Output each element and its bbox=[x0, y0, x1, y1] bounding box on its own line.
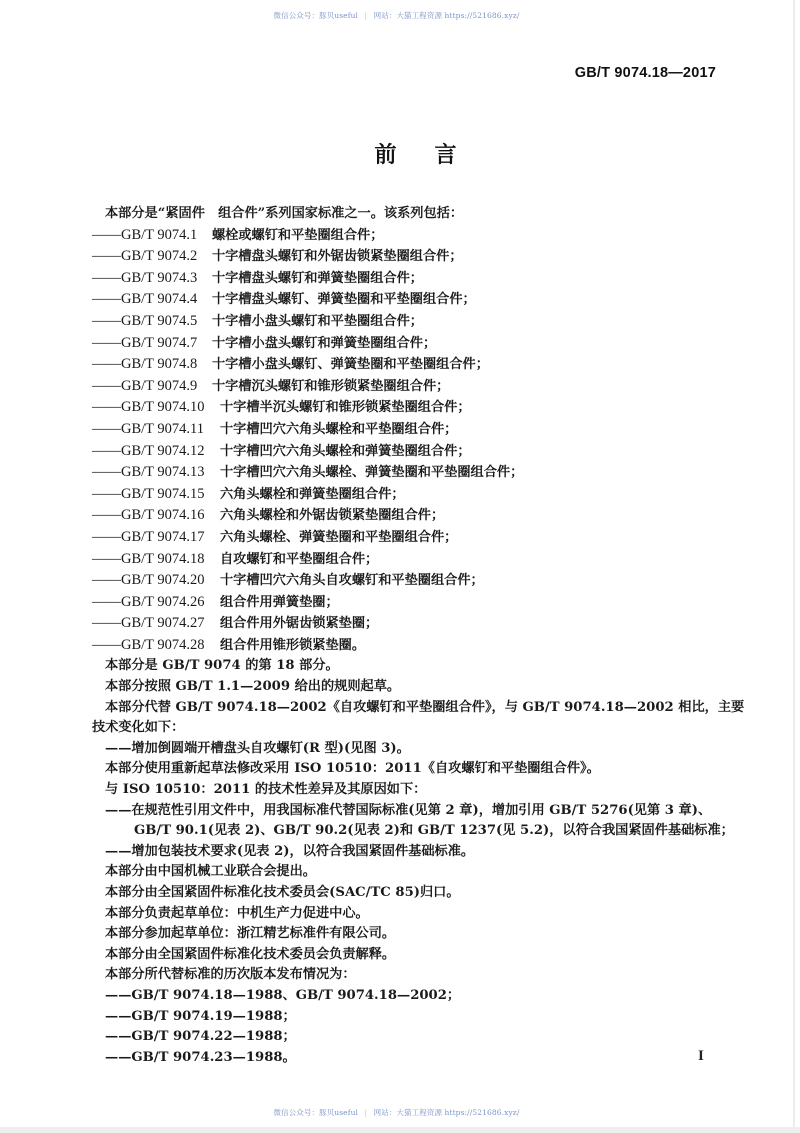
list-item bbox=[92, 268, 732, 290]
page-number: I bbox=[698, 1048, 704, 1064]
part-code: ——GB/T 9074.8 bbox=[92, 356, 198, 373]
part-title: 组合件用锥形锁紧垫圈。 bbox=[220, 637, 366, 653]
paragraph-adoption: 本部分使用重新起草法修改采用 ISO 10510：2011《自攻螺钉和平垫圈组合件》。 bbox=[105, 761, 600, 777]
paragraph-history-intro: 本部分所代替标准的历次版本发布情况为： bbox=[105, 967, 356, 983]
part-title: 十字槽半沉头螺钉和锥形锁紧垫圈组合件； bbox=[220, 400, 471, 416]
difference-item: ——增加包装技术要求(见表 2)，以符合我国紧固件基础标准。 bbox=[105, 843, 475, 859]
list-item bbox=[92, 376, 732, 398]
part-title: 十字槽凹穴六角头螺栓和平垫圈组合件； bbox=[220, 421, 458, 437]
change-item: ——增加倒圆端开槽盘头自攻螺钉(R 型)(见图 3)。 bbox=[105, 740, 410, 756]
list-item bbox=[92, 570, 732, 592]
list-item bbox=[92, 635, 732, 657]
list-item bbox=[92, 225, 732, 247]
difference-item-cont: GB/T 90.1(见表 2)、GB/T 90.2(见表 2)和 GB/T 1237(见 5.2)，以符合我国紧固件基础标准； bbox=[134, 823, 734, 839]
part-title: 螺栓或螺钉和平垫圈组合件； bbox=[212, 227, 384, 243]
list-item: ——GB/T 9074.23—1988。 bbox=[105, 1049, 296, 1065]
history-versions-list bbox=[92, 986, 732, 1068]
paragraph-drafting-unit: 本部分负责起草单位：中机生产力促进中心。 bbox=[105, 905, 369, 921]
list-item bbox=[92, 441, 732, 463]
part-code: ——GB/T 9074.15 bbox=[92, 485, 205, 502]
list-item bbox=[92, 549, 732, 571]
part-code: ——GB/T 9074.11 bbox=[92, 420, 204, 437]
paragraph-participating-unit: 本部分参加起草单位：浙江精艺标准件有限公司。 bbox=[105, 926, 396, 942]
list-item bbox=[92, 462, 732, 484]
watermark-site: 网站：大猫工程资源 https://521686.xyz/ bbox=[373, 1108, 520, 1117]
paragraph-jurisdiction: 本部分由全国紧固件标准化技术委员会(SAC/TC 85)归口。 bbox=[105, 885, 460, 900]
part-title: 十字槽凹穴六角头自攻螺钉和平垫圈组合件； bbox=[220, 573, 484, 589]
watermark-separator: | bbox=[364, 1108, 368, 1117]
part-code: ——GB/T 9074.18 bbox=[92, 550, 205, 567]
series-parts-list bbox=[92, 225, 732, 657]
paragraph-proposed-by: 本部分由中国机械工业联合会提出。 bbox=[105, 864, 316, 880]
part-code: ——GB/T 9074.20 bbox=[92, 572, 205, 589]
series-intro: 本部分是“紧固件 组合件”系列国家标准之一。该系列包括： bbox=[105, 206, 464, 221]
watermark-separator: | bbox=[364, 11, 368, 20]
part-code: ——GB/T 9074.3 bbox=[92, 269, 198, 286]
paragraph-drafting-rules: 本部分按照 GB/T 1.1—2009 给出的规则起草。 bbox=[105, 679, 401, 695]
part-code: ——GB/T 9074.28 bbox=[92, 636, 205, 653]
paragraph-replaces: 本部分代替 GB/T 9074.18—2002《自攻螺钉和平垫圈组合件》，与 GB/T 9074.18—2002 相比，主要 bbox=[105, 699, 745, 715]
part-code: ——GB/T 9074.13 bbox=[92, 464, 205, 481]
watermark-account: 微信公众号：豚贝useful bbox=[273, 11, 359, 20]
list-item bbox=[92, 419, 732, 441]
standard-number: GB/T 9074.18—2017 bbox=[574, 65, 716, 81]
part-title: 十字槽小盘头螺钉、弹簧垫圈和平垫圈组合件； bbox=[212, 357, 489, 373]
part-code: ——GB/T 9074.27 bbox=[92, 615, 205, 632]
part-title: 六角头螺栓和弹簧垫圈组合件； bbox=[220, 486, 405, 502]
part-title: 十字槽沉头螺钉和锥形锁紧垫圈组合件； bbox=[212, 378, 450, 394]
list-item bbox=[92, 354, 732, 376]
part-title: 十字槽小盘头螺钉和弹簧垫圈组合件； bbox=[212, 335, 437, 351]
part-title: 十字槽小盘头螺钉和平垫圈组合件； bbox=[212, 313, 423, 329]
list-item bbox=[92, 527, 732, 549]
list-item bbox=[92, 333, 732, 355]
part-title: 十字槽盘头螺钉、弹簧垫圈和平垫圈组合件； bbox=[212, 292, 476, 308]
paragraph-differences-intro: 与 ISO 10510：2011 的技术性差异及其原因如下： bbox=[105, 782, 427, 798]
watermark-top bbox=[0, 10, 793, 21]
page-title: 前言 bbox=[374, 143, 495, 168]
part-code: ——GB/T 9074.12 bbox=[92, 442, 205, 459]
part-code: ——GB/T 9074.7 bbox=[92, 334, 198, 351]
part-title: 十字槽凹穴六角头螺栓和弹簧垫圈组合件； bbox=[220, 443, 471, 459]
part-code: ——GB/T 9074.9 bbox=[92, 377, 198, 394]
part-title: 六角头螺栓、弹簧垫圈和平垫圈组合件； bbox=[220, 529, 458, 545]
part-title: 十字槽盘头螺钉和外锯齿锁紧垫圈组合件； bbox=[212, 249, 463, 265]
part-code: ——GB/T 9074.16 bbox=[92, 507, 205, 524]
part-code: ——GB/T 9074.2 bbox=[92, 248, 198, 265]
part-code: ——GB/T 9074.4 bbox=[92, 291, 198, 308]
list-item bbox=[92, 613, 732, 635]
part-title: 自攻螺钉和平垫圈组合件； bbox=[220, 551, 379, 567]
list-item: ——GB/T 9074.22—1988； bbox=[105, 1029, 296, 1045]
list-item bbox=[92, 505, 732, 527]
part-code: ——GB/T 9074.10 bbox=[92, 399, 205, 416]
list-item bbox=[92, 311, 732, 333]
list-item bbox=[92, 397, 732, 419]
part-title: 六角头螺栓和外锯齿锁紧垫圈组合件； bbox=[220, 508, 445, 524]
part-title: 组合件用外锯齿锁紧垫圈； bbox=[220, 616, 379, 632]
part-title: 十字槽凹穴六角头螺栓、弹簧垫圈和平垫圈组合件； bbox=[220, 465, 524, 481]
paragraph-replaces-cont: 技术变化如下： bbox=[92, 720, 185, 736]
part-code: ——GB/T 9074.5 bbox=[92, 312, 198, 329]
watermark-account: 微信公众号：豚贝useful bbox=[273, 1108, 359, 1117]
list-item bbox=[92, 246, 732, 268]
list-item bbox=[92, 592, 732, 614]
part-code: ——GB/T 9074.1 bbox=[92, 226, 198, 243]
watermark-bottom bbox=[0, 1107, 793, 1118]
difference-item: ——在规范性引用文件中，用我国标准代替国际标准(见第 2 章)，增加引用 GB/T 5276(见第 3 章)、 bbox=[105, 802, 712, 818]
list-item: ——GB/T 9074.18—1988、GB/T 9074.18—2002； bbox=[105, 987, 461, 1003]
foreword-body bbox=[92, 204, 745, 1068]
watermark-site: 网站：大猫工程资源 https://521686.xyz/ bbox=[373, 11, 520, 20]
list-item bbox=[92, 484, 732, 506]
list-item: ——GB/T 9074.19—1988； bbox=[105, 1008, 296, 1024]
paragraph-interpretation: 本部分由全国紧固件标准化技术委员会负责解释。 bbox=[105, 946, 396, 962]
part-code: ——GB/T 9074.26 bbox=[92, 593, 205, 610]
list-item bbox=[92, 289, 732, 311]
paragraph-part-of: 本部分是 GB/T 9074 的第 18 部分。 bbox=[105, 658, 339, 674]
part-title: 组合件用弹簧垫圈； bbox=[220, 594, 339, 610]
part-title: 十字槽盘头螺钉和弹簧垫圈组合件； bbox=[212, 270, 423, 286]
viewer-bottom-edge bbox=[0, 1127, 800, 1133]
part-code: ——GB/T 9074.17 bbox=[92, 528, 205, 545]
